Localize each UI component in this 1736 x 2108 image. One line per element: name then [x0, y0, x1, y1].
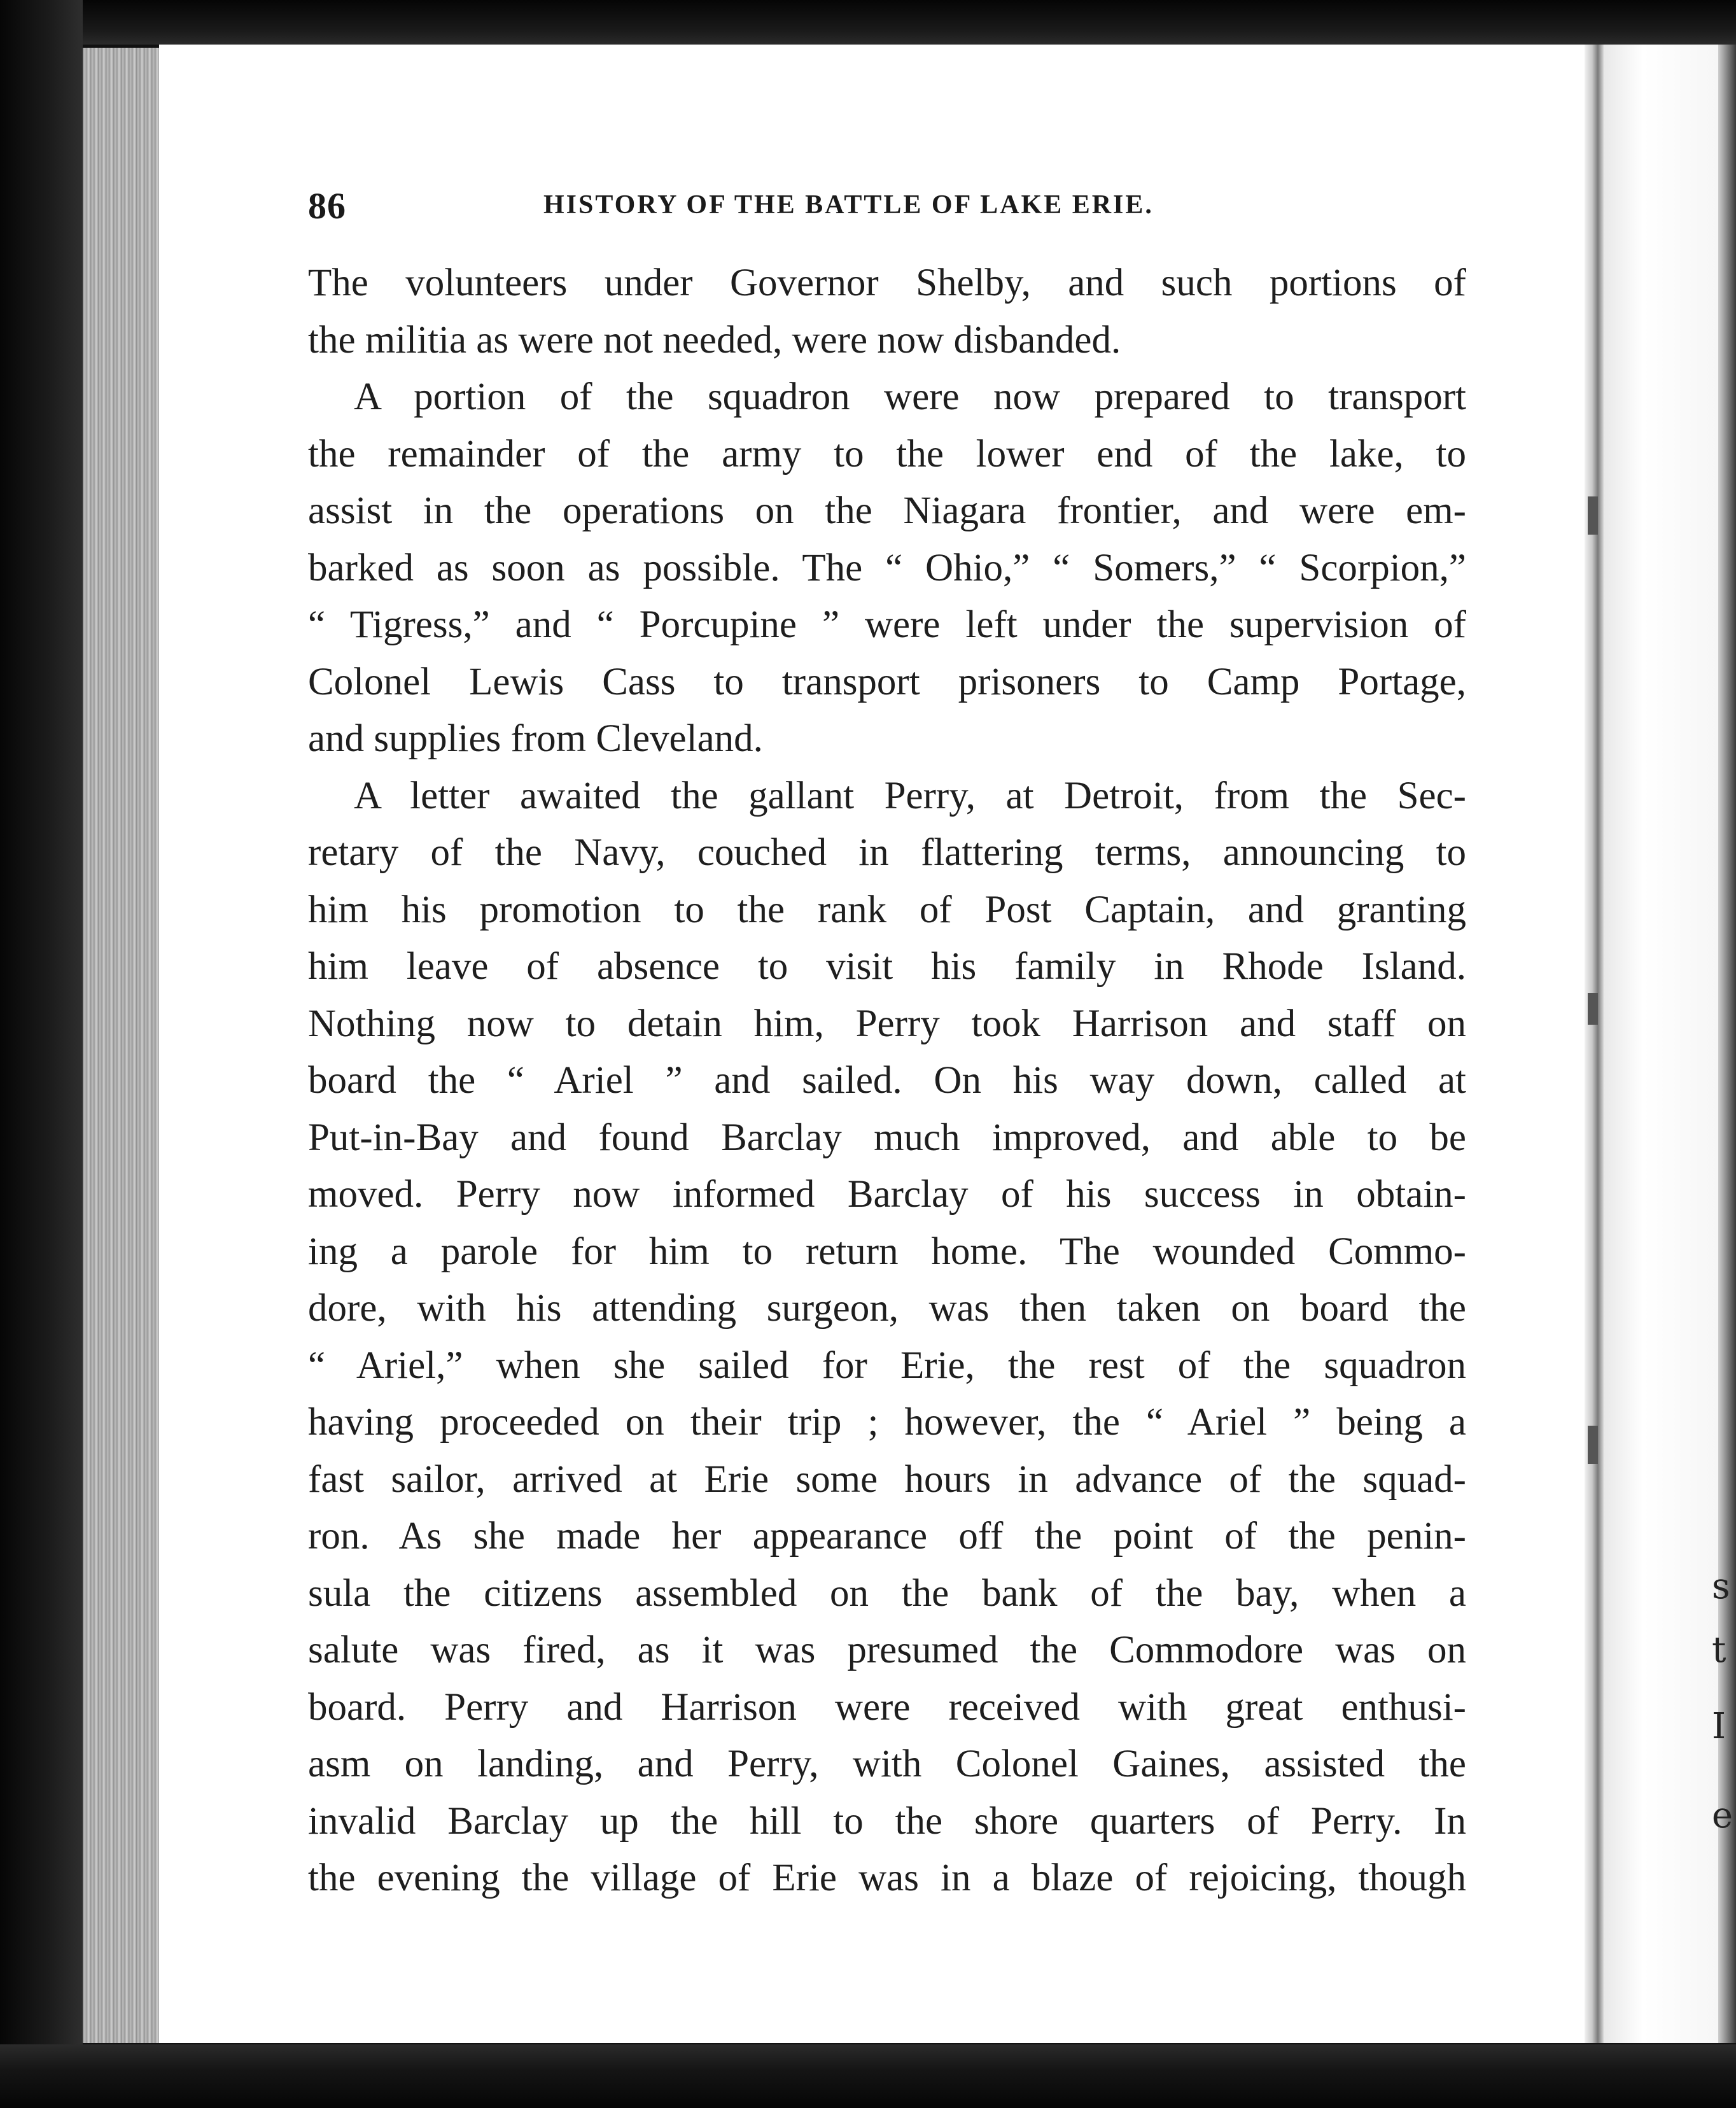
text-line: salute was fired, as it was presumed the Commodore was on [308, 1629, 1466, 1671]
text-line: board the “ Ariel ” and sailed. On his way down, called at [308, 1059, 1466, 1102]
text-line: A portion of the squadron were now prepared to transport [354, 376, 1466, 418]
text-line: having proceeded on their trip ; however, the “ Ariel ” being a [308, 1401, 1466, 1444]
facing-page-fragment: e [1712, 1795, 1733, 1836]
text-line: Put-in-Bay and found Barclay much improved, and able to be [308, 1116, 1466, 1159]
binding-thread [1588, 993, 1598, 1025]
text-line: Colonel Lewis Cass to transport prisoners to Camp Portage, [308, 660, 1466, 703]
text-line: “ Ariel,” when she sailed for Erie, the rest of the squadron [308, 1344, 1466, 1387]
book-gutter [1585, 45, 1604, 2043]
text-line: dore, with his attending surgeon, was then taken on board the [308, 1287, 1466, 1330]
text-line: The volunteers under Governor Shelby, and such portions of [308, 262, 1466, 304]
scan-border-left [0, 0, 83, 2108]
text-line: asm on landing, and Perry, with Colonel Gaines, assisted the [308, 1743, 1466, 1785]
scan-border-bottom [0, 2044, 1736, 2108]
binding-thread [1588, 1426, 1598, 1464]
text-line: A letter awaited the gallant Perry, at Detroit, from the Sec- [354, 774, 1466, 817]
facing-page-fragment: t [1712, 1629, 1726, 1671]
text-line: and supplies from Cleveland. [308, 717, 763, 760]
text-line: the evening the village of Erie was in a blaze of rejoicing, though [308, 1857, 1466, 1899]
text-line: barked as soon as possible. The “ Ohio,” “ Somers,” “ Scorpion,” [308, 546, 1466, 589]
text-line: the remainder of the army to the lower end of the lake, to [308, 432, 1466, 475]
binding-thread [1588, 496, 1598, 535]
page-body-text [308, 255, 1466, 1907]
running-title: HISTORY OF THE BATTLE OF LAKE ERIE. [543, 190, 1154, 220]
facing-page-fragment: I [1712, 1706, 1726, 1747]
text-line: ing a parole for him to return home. The wounded Commo- [308, 1230, 1466, 1273]
text-line: invalid Barclay up the hill to the shore quarters of Perry. In [308, 1799, 1466, 1843]
page-number: 86 [308, 185, 346, 227]
text-line: moved. Perry now informed Barclay of his success in obtain- [308, 1173, 1466, 1216]
page-header [308, 185, 1466, 229]
text-line: him his promotion to the rank of Post Captain, and granting [308, 888, 1466, 931]
text-line: the militia as were not needed, were now disbanded. [308, 318, 1121, 362]
page-stack-edge [83, 48, 159, 2043]
text-line: fast sailor, arrived at Erie some hours in advance of the squad- [308, 1458, 1466, 1501]
text-line: him leave of absence to visit his family in Rhode Island. [308, 945, 1466, 988]
facing-page-fragment: s [1712, 1566, 1730, 1607]
text-line: board. Perry and Harrison were received with great enthusi- [308, 1685, 1466, 1729]
text-line: Nothing now to detain him, Perry took Harrison and staff on [308, 1002, 1466, 1045]
text-line: “ Tigress,” and “ Porcupine ” were left under the supervision of [308, 603, 1466, 646]
text-line: ron. As she made her appearance off the point of the penin- [308, 1515, 1466, 1557]
text-line: assist in the operations on the Niagara frontier, and were em- [308, 489, 1466, 532]
scan-border-top [0, 0, 1736, 45]
text-line: retary of the Navy, couched in flattering terms, announcing to [308, 831, 1466, 874]
text-line: sula the citizens assembled on the bank of the bay, when a [308, 1571, 1466, 1615]
